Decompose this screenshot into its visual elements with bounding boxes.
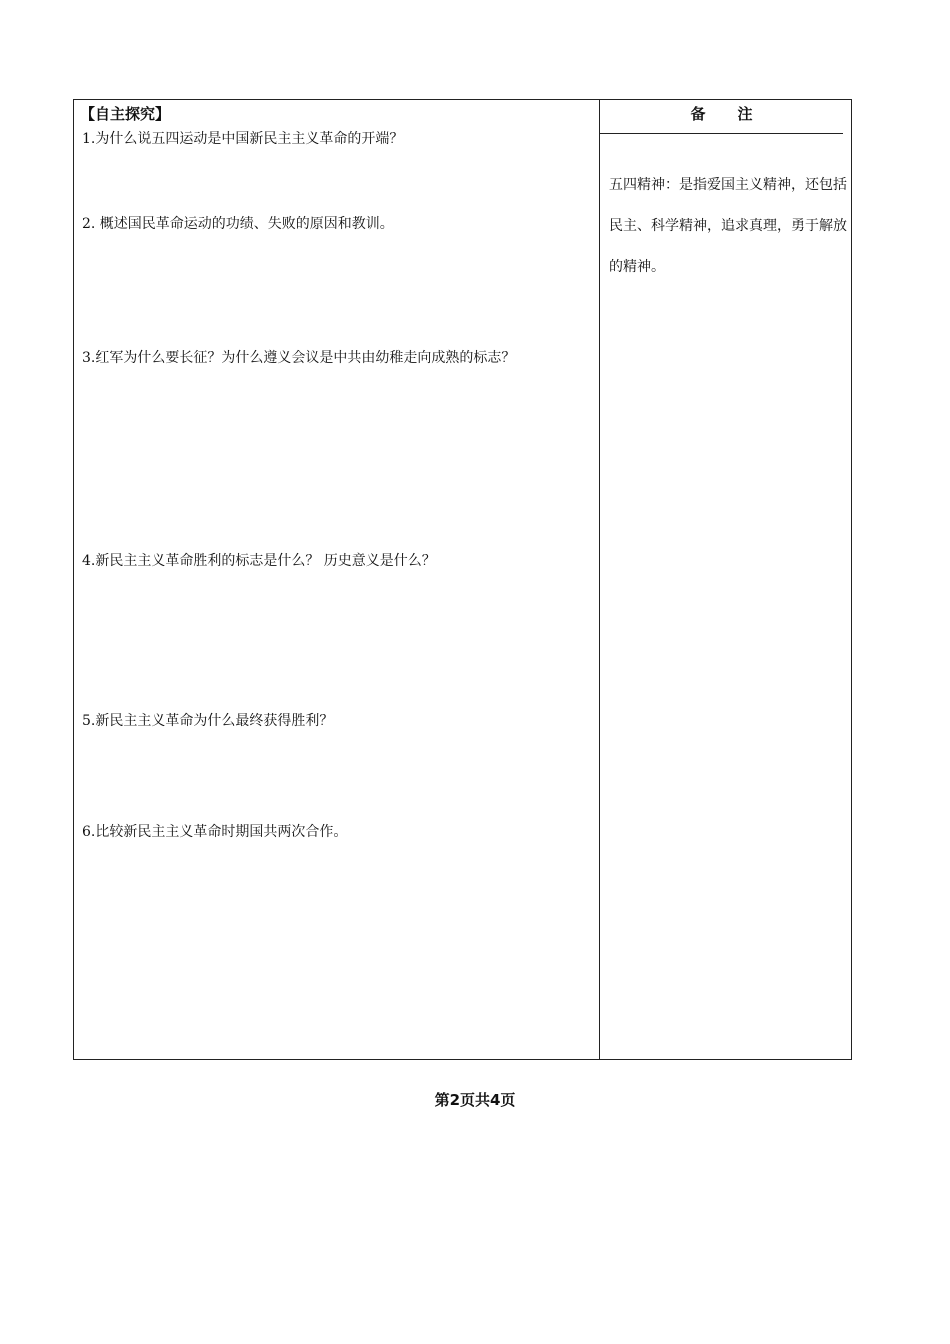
- notes-header-rule: [600, 133, 843, 134]
- page-number: 第2页共4页: [434, 1091, 516, 1109]
- question-2: 2. 概述国民革命运动的功绩、失败的原因和教训。: [82, 216, 394, 232]
- question-6: 6.比较新民主主义革命时期国共两次合作。: [82, 824, 348, 840]
- question-4: 4.新民主主义革命胜利的标志是什么？ 历史意义是什么？: [82, 553, 436, 569]
- column-divider: [599, 99, 600, 1060]
- notes-text: 五四精神：是指爱国主义精神，还包括民主、科学精神，追求真理，勇于解放的精神。: [609, 177, 847, 275]
- notes-title: 备注: [690, 105, 785, 123]
- section-title: 【自主探究】: [80, 105, 171, 123]
- question-1: 1.为什么说五四运动是中国新民主主义革命的开端？: [82, 131, 404, 147]
- question-3: 3.红军为什么要长征？为什么遵义会议是中共由幼稚走向成熟的标志？: [82, 350, 516, 366]
- question-5: 5.新民主主义革命为什么最终获得胜利？: [82, 713, 334, 729]
